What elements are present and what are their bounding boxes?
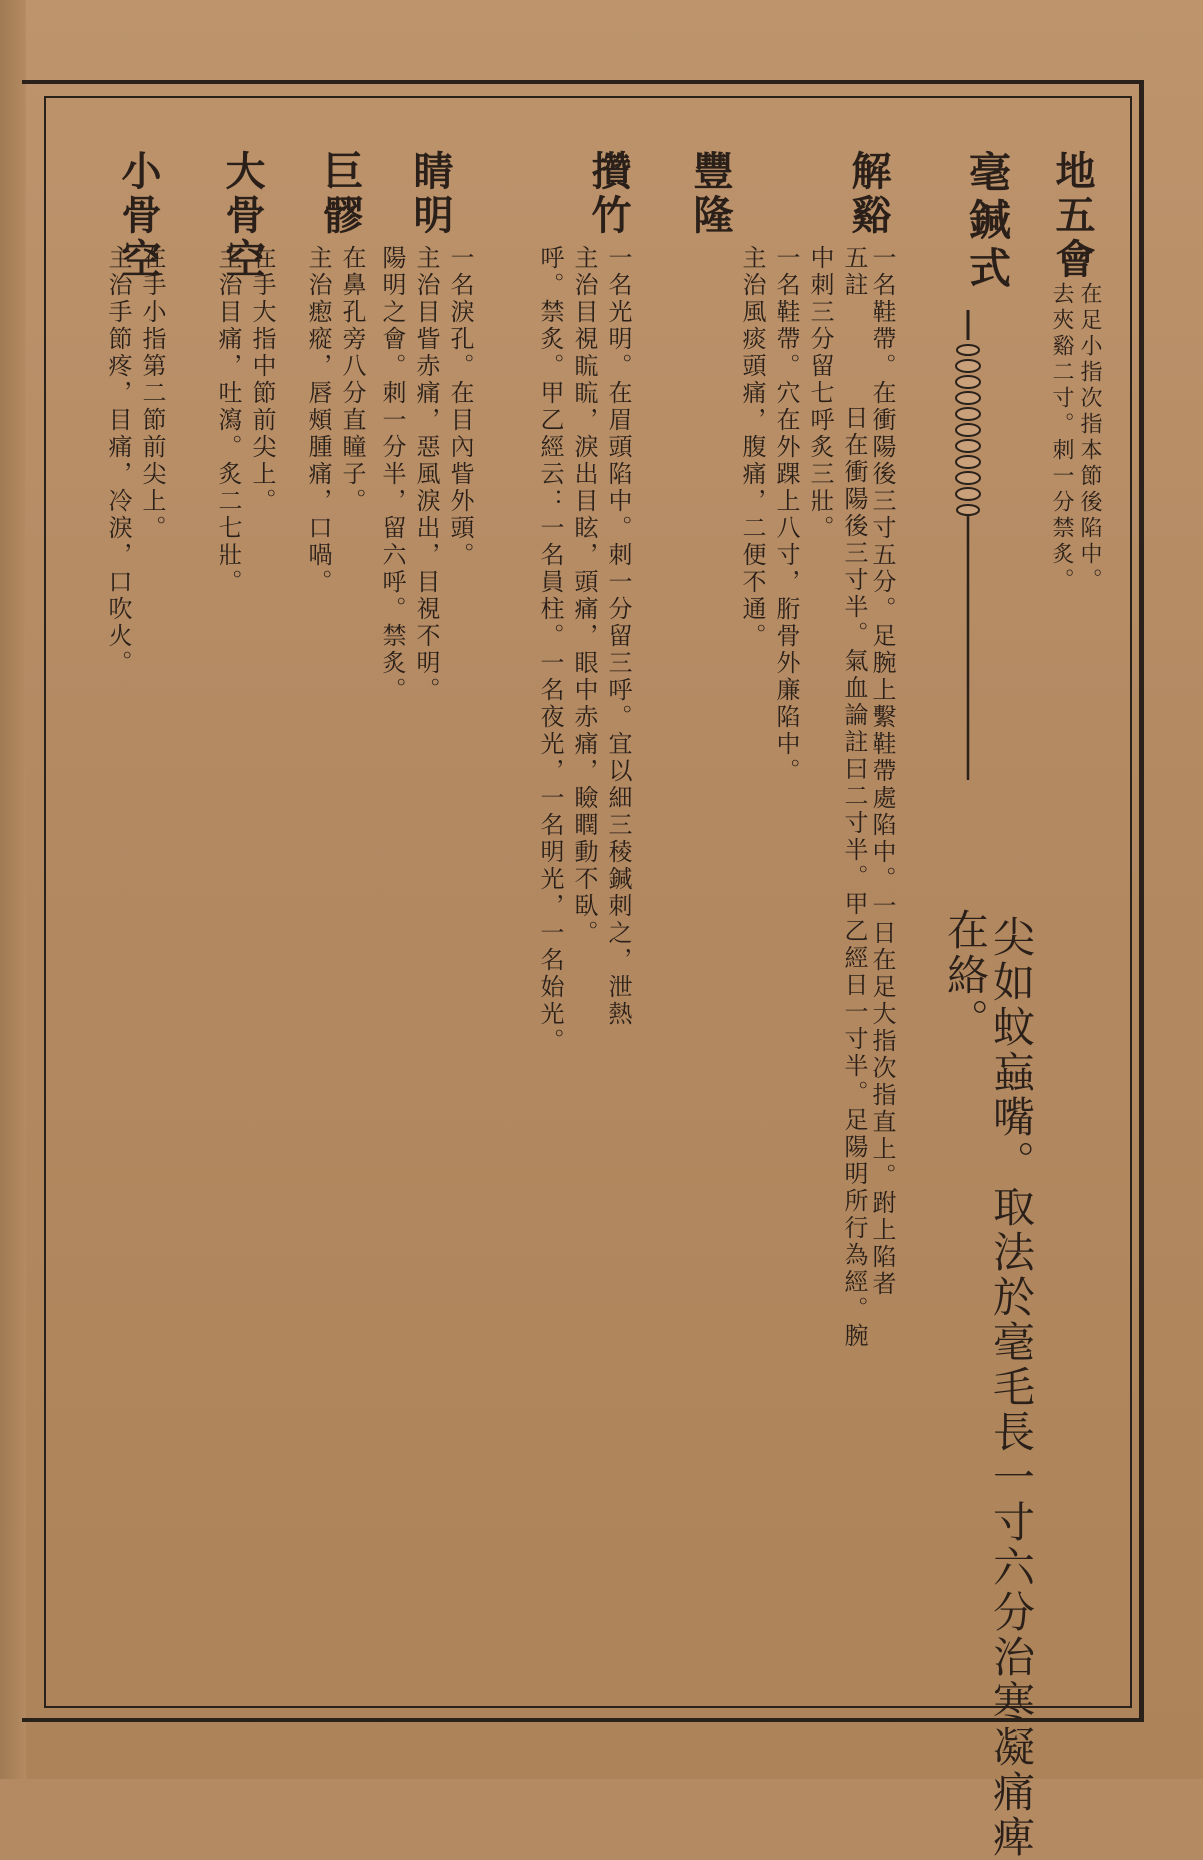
needle-illustration <box>954 310 982 780</box>
ju-liao-heading: 巨髎 <box>317 150 364 238</box>
feng-long-heading: 豐隆 <box>687 150 734 238</box>
jie-xi-col-1: 一名鞋帶。在衝陽後三寸五分。足腕上繫鞋帶處陷中。一日在足大指次指直上。跗上陷者 <box>868 245 896 1298</box>
di-wu-hui-heading: 地五會 <box>1049 150 1096 282</box>
da-gu-kong-heading: 大骨空 <box>219 150 266 282</box>
zan-zhu-col-1: 一名光明。在眉頭陷中。刺一分留三呼。宜以細三稜鍼刺之，泄熱 <box>604 245 632 1028</box>
jie-xi-col-2: 日在衝陽後三寸半。氣血論註曰二寸半。甲乙經日一寸半。足陽明所行為經。腕 <box>840 405 868 1350</box>
needle-description-2: 在絡。 <box>941 908 990 1043</box>
di-wu-hui-note-1: 在足小指次指本節後陷中。 <box>1077 282 1102 594</box>
page-title: 毫鍼式 <box>963 150 1012 294</box>
di-wu-hui-note-2: 去夾谿二寸。刺一分禁炙。 <box>1049 282 1074 594</box>
xiao-gu-kong-col-2: 主治手節疼，目痛，冷淚，口吹火。 <box>104 245 132 677</box>
jie-xi-heading: 解谿 <box>845 150 892 238</box>
zan-zhu-col-3: 呼。禁炙。甲乙經云：一名員柱。一名夜光，一名明光，一名始光。 <box>536 245 564 1055</box>
xiao-gu-kong-col-1: 在手小指第二節前尖上。 <box>138 245 166 542</box>
jie-xi-note: 五註 <box>840 245 868 299</box>
jing-ming-col-2: 主治目眥赤痛，惡風淚出，目視不明。 <box>412 245 440 704</box>
needle-description-1: 尖如蚊蝱嘴。取法於毫毛長一寸六分治寒凝痛痺 <box>987 915 1036 1860</box>
jing-ming-col-3: 陽明之會。刺一分半，留六呼。禁炙。 <box>378 245 406 704</box>
da-gu-kong-col-1: 在手大指中節前尖上。 <box>248 245 276 515</box>
ju-liao-col-1: 在鼻孔旁八分直瞳子。 <box>338 245 366 515</box>
zan-zhu-col-2: 主治目視䀮䀮，淚出目眩，頭痛，眼中赤痛，瞼瞤動不臥。 <box>570 245 598 947</box>
jing-ming-col-1: 一名淚孔。在目內眥外頭。 <box>446 245 474 569</box>
ju-liao-col-2: 主治瘛瘲，唇頰腫痛，口喎。 <box>304 245 332 596</box>
xiao-gu-kong-heading: 小骨空 <box>115 150 162 282</box>
zan-zhu-heading: 攢竹 <box>585 150 632 238</box>
da-gu-kong-col-2: 主治目痛，吐瀉。炙二七壯。 <box>214 245 242 596</box>
feng-long-col-3: 主治風痰頭痛，腹痛，二便不通。 <box>738 245 766 650</box>
feng-long-col-1: 中刺三分留七呼炙三壯。 <box>806 245 834 542</box>
jing-ming-heading: 睛明 <box>407 150 454 238</box>
feng-long-col-2: 一名鞋帶。穴在外踝上八寸，胻骨外廉陷中。 <box>772 245 800 785</box>
